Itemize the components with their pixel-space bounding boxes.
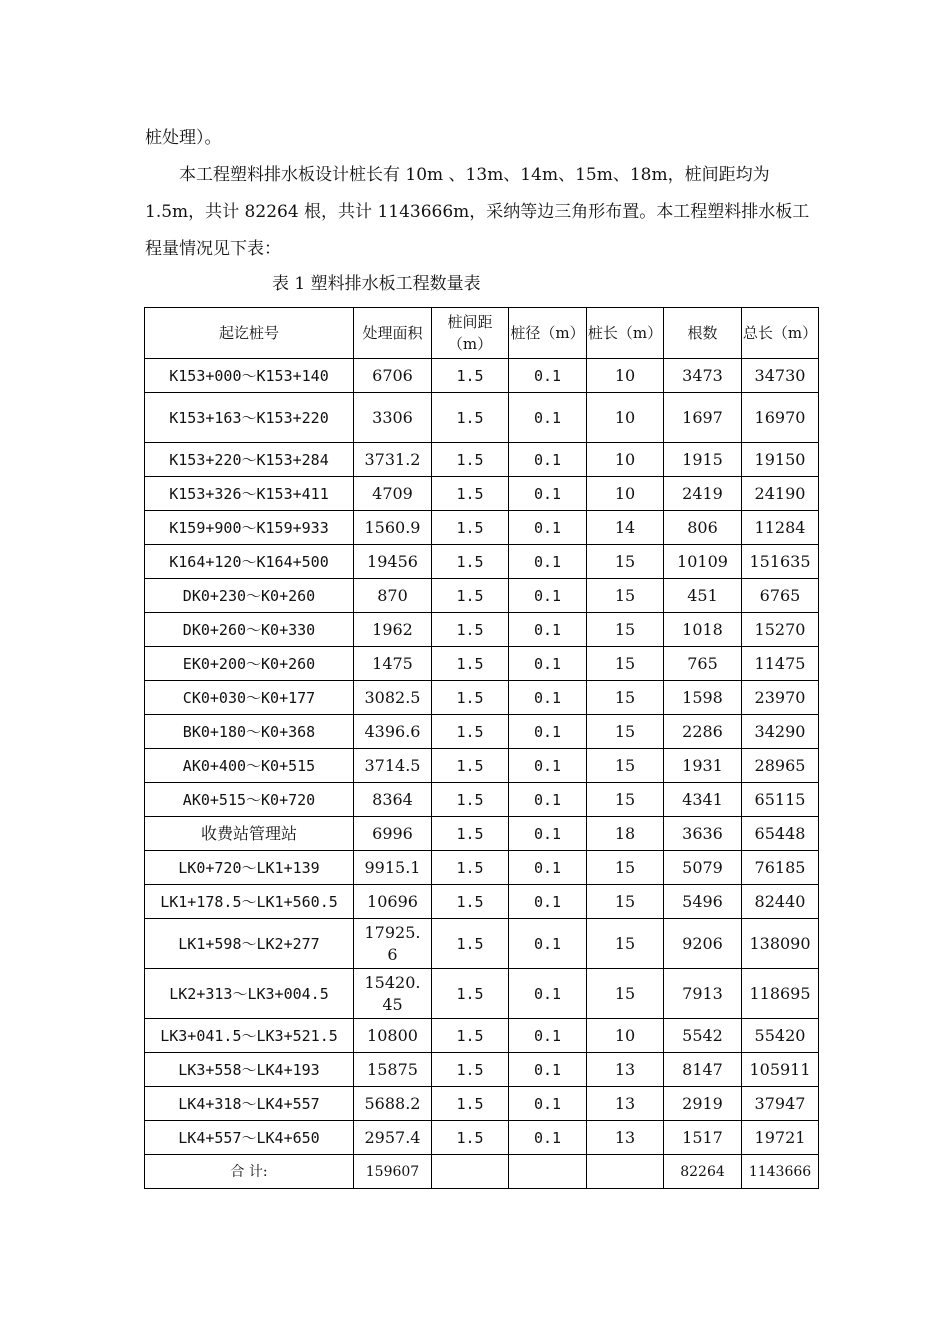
cell-diameter: 0.1	[509, 817, 587, 851]
cell-total-length: 11284	[742, 511, 819, 545]
table-row	[145, 477, 819, 511]
cell-count: 2419	[664, 477, 742, 511]
total-station-range: 合 计:	[145, 1155, 354, 1189]
cell-total-length: 138090	[742, 919, 819, 969]
cell-area: 15875	[354, 1053, 432, 1087]
cell-area: 870	[354, 579, 432, 613]
table-row	[145, 1053, 819, 1087]
table-row	[145, 885, 819, 919]
cell-area: 3714.5	[354, 749, 432, 783]
cell-total-length: 19150	[742, 443, 819, 477]
table-row	[145, 647, 819, 681]
cell-length: 10	[587, 359, 664, 393]
table-row	[145, 613, 819, 647]
cell-total-length: 34290	[742, 715, 819, 749]
cell-spacing: 1.5	[432, 783, 509, 817]
cell-length: 15	[587, 885, 664, 919]
cell-spacing: 1.5	[432, 613, 509, 647]
cell-diameter: 0.1	[509, 1053, 587, 1087]
total-area: 159607	[354, 1155, 432, 1189]
cell-length: 10	[587, 393, 664, 443]
cell-spacing: 1.5	[432, 579, 509, 613]
header-total-length: 总长（m）	[742, 308, 819, 359]
cell-total-length: 105911	[742, 1053, 819, 1087]
cell-total-length: 16970	[742, 393, 819, 443]
cell-area: 3306	[354, 393, 432, 443]
cell-spacing: 1.5	[432, 817, 509, 851]
header-spacing: 桩间距（m）	[432, 308, 509, 359]
cell-count: 1018	[664, 613, 742, 647]
cell-total-length: 19721	[742, 1121, 819, 1155]
total-spacing	[432, 1155, 509, 1189]
header-diameter: 桩径（m）	[509, 308, 587, 359]
table-total-row	[145, 1155, 819, 1189]
cell-count: 1598	[664, 681, 742, 715]
cell-count: 2286	[664, 715, 742, 749]
table-row	[145, 1087, 819, 1121]
cell-spacing: 1.5	[432, 969, 509, 1019]
cell-length: 15	[587, 969, 664, 1019]
cell-station-range: K153+163～K153+220	[145, 393, 354, 443]
cell-area: 3082.5	[354, 681, 432, 715]
cell-length: 15	[587, 919, 664, 969]
cell-spacing: 1.5	[432, 715, 509, 749]
header-length: 桩长（m）	[587, 308, 664, 359]
cell-spacing: 1.5	[432, 511, 509, 545]
cell-diameter: 0.1	[509, 443, 587, 477]
cell-total-length: 76185	[742, 851, 819, 885]
cell-station-range: BK0+180～K0+368	[145, 715, 354, 749]
cell-spacing: 1.5	[432, 477, 509, 511]
cell-diameter: 0.1	[509, 1121, 587, 1155]
cell-diameter: 0.1	[509, 851, 587, 885]
cell-station-range: LK4+318～LK4+557	[145, 1087, 354, 1121]
table-row	[145, 579, 819, 613]
cell-area: 1962	[354, 613, 432, 647]
cell-spacing: 1.5	[432, 647, 509, 681]
cell-total-length: 55420	[742, 1019, 819, 1053]
cell-length: 15	[587, 783, 664, 817]
table-row	[145, 359, 819, 393]
cell-length: 15	[587, 647, 664, 681]
cell-diameter: 0.1	[509, 969, 587, 1019]
drainage-board-quantity-table	[144, 307, 819, 1189]
table-row	[145, 715, 819, 749]
cell-total-length: 37947	[742, 1087, 819, 1121]
table-row	[145, 817, 819, 851]
cell-area: 3731.2	[354, 443, 432, 477]
total-count: 82264	[664, 1155, 742, 1189]
cell-diameter: 0.1	[509, 715, 587, 749]
cell-count: 1931	[664, 749, 742, 783]
cell-total-length: 23970	[742, 681, 819, 715]
cell-spacing: 1.5	[432, 1121, 509, 1155]
cell-spacing: 1.5	[432, 749, 509, 783]
cell-spacing: 1.5	[432, 443, 509, 477]
cell-station-range: 收费站管理站	[145, 817, 354, 851]
header-station-range: 起讫桩号	[145, 308, 354, 359]
cell-count: 10109	[664, 545, 742, 579]
cell-total-length: 118695	[742, 969, 819, 1019]
cell-count: 7913	[664, 969, 742, 1019]
cell-diameter: 0.1	[509, 359, 587, 393]
cell-station-range: LK2+313～LK3+004.5	[145, 969, 354, 1019]
header-area: 处理面积	[354, 308, 432, 359]
cell-station-range: K153+000～K153+140	[145, 359, 354, 393]
cell-total-length: 24190	[742, 477, 819, 511]
cell-area: 4709	[354, 477, 432, 511]
cell-diameter: 0.1	[509, 579, 587, 613]
cell-count: 5079	[664, 851, 742, 885]
cell-station-range: LK4+557～LK4+650	[145, 1121, 354, 1155]
cell-spacing: 1.5	[432, 681, 509, 715]
cell-length: 15	[587, 681, 664, 715]
cell-spacing: 1.5	[432, 359, 509, 393]
cell-length: 10	[587, 1019, 664, 1053]
cell-area: 9915.1	[354, 851, 432, 885]
cell-diameter: 0.1	[509, 1087, 587, 1121]
cell-station-range: DK0+230～K0+260	[145, 579, 354, 613]
cell-station-range: AK0+515～K0+720	[145, 783, 354, 817]
cell-station-range: LK1+598～LK2+277	[145, 919, 354, 969]
cell-area: 8364	[354, 783, 432, 817]
cell-length: 10	[587, 477, 664, 511]
cell-count: 2919	[664, 1087, 742, 1121]
cell-station-range: CK0+030～K0+177	[145, 681, 354, 715]
table-caption: 表 1 塑料排水板工程数量表	[272, 274, 481, 294]
cell-length: 13	[587, 1121, 664, 1155]
cell-area: 6996	[354, 817, 432, 851]
cell-area: 10800	[354, 1019, 432, 1053]
cell-total-length: 82440	[742, 885, 819, 919]
cell-area: 17925.6	[354, 919, 432, 969]
cell-diameter: 0.1	[509, 545, 587, 579]
table-row	[145, 749, 819, 783]
cell-area: 2957.4	[354, 1121, 432, 1155]
cell-count: 765	[664, 647, 742, 681]
cell-station-range: LK3+558～LK4+193	[145, 1053, 354, 1087]
cell-station-range: DK0+260～K0+330	[145, 613, 354, 647]
cell-total-length: 6765	[742, 579, 819, 613]
table-row	[145, 545, 819, 579]
cell-station-range: LK1+178.5～LK1+560.5	[145, 885, 354, 919]
cell-station-range: K164+120～K164+500	[145, 545, 354, 579]
cell-length: 15	[587, 613, 664, 647]
table-row	[145, 511, 819, 545]
cell-count: 3636	[664, 817, 742, 851]
cell-total-length: 65448	[742, 817, 819, 851]
table-row	[145, 1019, 819, 1053]
cell-length: 15	[587, 715, 664, 749]
cell-total-length: 28965	[742, 749, 819, 783]
paragraph-description: 本工程塑料排水板设计桩长有 10m 、13m、14m、15m、18m，桩间距均为 1.5m，共计 82264 根，共计 1143666m，采纳等边三角形布置。本工程塑料排水板工程量情况见下表：	[145, 165, 810, 259]
cell-count: 9206	[664, 919, 742, 969]
cell-area: 6706	[354, 359, 432, 393]
cell-count: 5542	[664, 1019, 742, 1053]
cell-length: 15	[587, 545, 664, 579]
cell-station-range: K153+326～K153+411	[145, 477, 354, 511]
cell-spacing: 1.5	[432, 1087, 509, 1121]
cell-station-range: AK0+400～K0+515	[145, 749, 354, 783]
cell-diameter: 0.1	[509, 681, 587, 715]
cell-station-range: LK0+720～LK1+139	[145, 851, 354, 885]
cell-total-length: 34730	[742, 359, 819, 393]
cell-length: 14	[587, 511, 664, 545]
cell-length: 15	[587, 749, 664, 783]
cell-station-range: K159+900～K159+933	[145, 511, 354, 545]
cell-spacing: 1.5	[432, 1053, 509, 1087]
cell-total-length: 151635	[742, 545, 819, 579]
cell-spacing: 1.5	[432, 851, 509, 885]
cell-diameter: 0.1	[509, 511, 587, 545]
cell-area: 1475	[354, 647, 432, 681]
table-row	[145, 1121, 819, 1155]
cell-count: 4341	[664, 783, 742, 817]
cell-length: 13	[587, 1053, 664, 1087]
table-row	[145, 851, 819, 885]
paragraph-continuation: 桩处理）。	[145, 128, 222, 148]
cell-diameter: 0.1	[509, 749, 587, 783]
cell-area: 15420.45	[354, 969, 432, 1019]
table-row	[145, 681, 819, 715]
cell-length: 18	[587, 817, 664, 851]
cell-total-length: 11475	[742, 647, 819, 681]
cell-length: 15	[587, 851, 664, 885]
cell-count: 1697	[664, 393, 742, 443]
cell-area: 4396.6	[354, 715, 432, 749]
total-length	[587, 1155, 664, 1189]
cell-area: 10696	[354, 885, 432, 919]
cell-diameter: 0.1	[509, 919, 587, 969]
table-row	[145, 393, 819, 443]
cell-total-length: 15270	[742, 613, 819, 647]
cell-count: 1517	[664, 1121, 742, 1155]
cell-area: 19456	[354, 545, 432, 579]
total-diameter	[509, 1155, 587, 1189]
cell-length: 10	[587, 443, 664, 477]
cell-count: 8147	[664, 1053, 742, 1087]
table-row	[145, 443, 819, 477]
cell-station-range: LK3+041.5～LK3+521.5	[145, 1019, 354, 1053]
cell-diameter: 0.1	[509, 613, 587, 647]
cell-total-length: 65115	[742, 783, 819, 817]
cell-diameter: 0.1	[509, 647, 587, 681]
cell-count: 451	[664, 579, 742, 613]
total-total-length: 1143666	[742, 1155, 819, 1189]
table-header-row	[145, 308, 819, 359]
cell-diameter: 0.1	[509, 885, 587, 919]
cell-area: 5688.2	[354, 1087, 432, 1121]
cell-count: 3473	[664, 359, 742, 393]
cell-count: 806	[664, 511, 742, 545]
header-count: 根数	[664, 308, 742, 359]
table-row	[145, 969, 819, 1019]
cell-spacing: 1.5	[432, 393, 509, 443]
cell-diameter: 0.1	[509, 783, 587, 817]
table-row	[145, 783, 819, 817]
cell-diameter: 0.1	[509, 1019, 587, 1053]
cell-spacing: 1.5	[432, 885, 509, 919]
cell-count: 1915	[664, 443, 742, 477]
cell-length: 15	[587, 579, 664, 613]
cell-station-range: EK0+200～K0+260	[145, 647, 354, 681]
cell-spacing: 1.5	[432, 545, 509, 579]
cell-area: 1560.9	[354, 511, 432, 545]
cell-diameter: 0.1	[509, 477, 587, 511]
cell-spacing: 1.5	[432, 1019, 509, 1053]
cell-spacing: 1.5	[432, 919, 509, 969]
table-row	[145, 919, 819, 969]
cell-length: 13	[587, 1087, 664, 1121]
cell-count: 5496	[664, 885, 742, 919]
cell-diameter: 0.1	[509, 393, 587, 443]
cell-station-range: K153+220～K153+284	[145, 443, 354, 477]
